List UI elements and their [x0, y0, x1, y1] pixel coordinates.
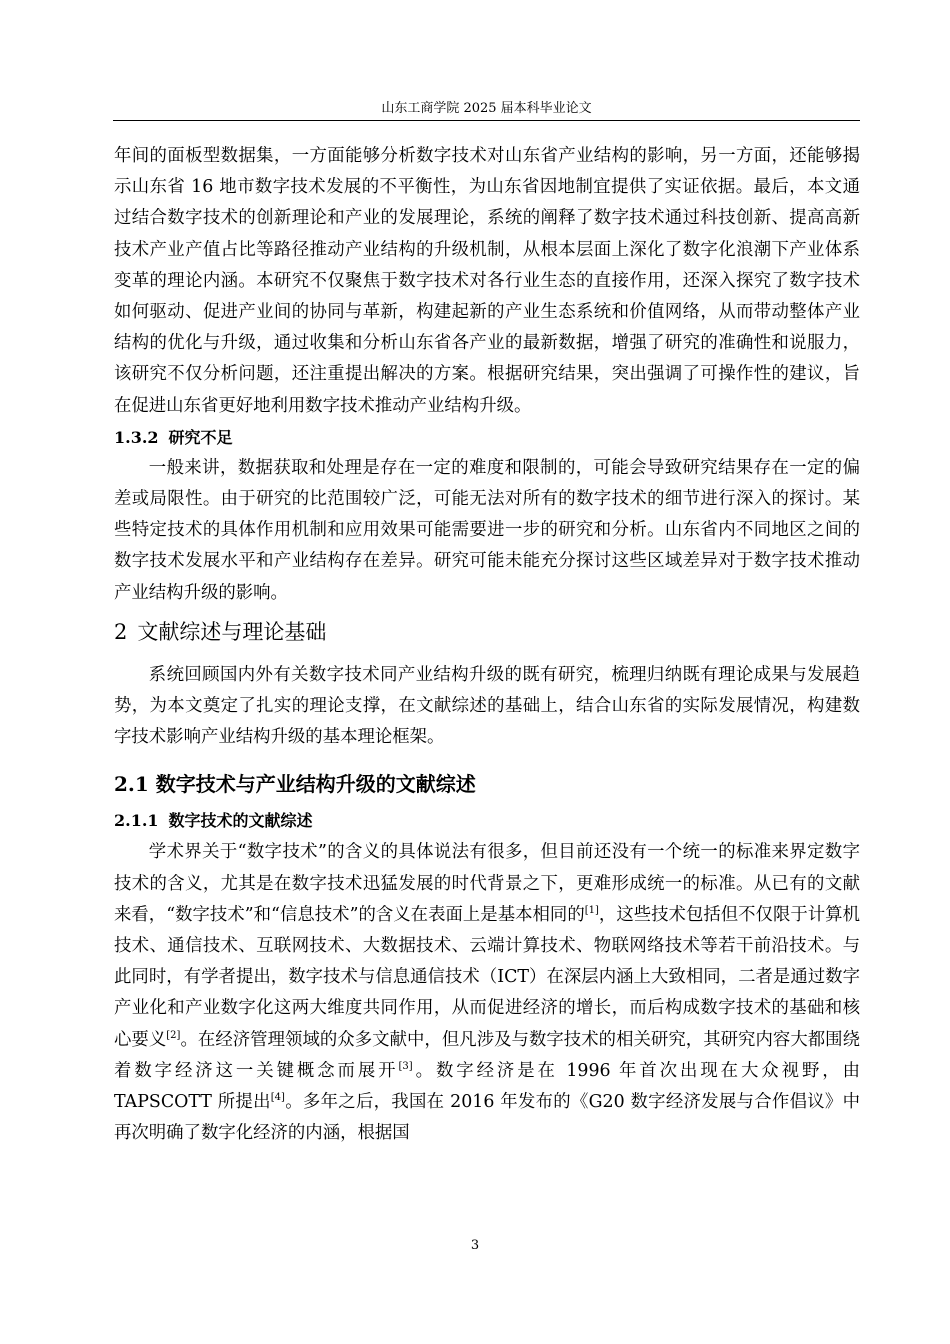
header-rule — [113, 120, 860, 121]
paragraph: 年间的面板型数据集，一方面能够分析数字技术对山东省产业结构的影响，另一方面，还能够揭示山东省 16 地市数字技术发展的不平衡性，为山东省因地制宜提供了实证依据。最后，本文通过结合数字技术的创新理论和产业的发展理论，系统的阐释了数字技术通过科技创新、提高高新技术产业产值占比等路径推动产业结构的升级机制，从根本层面上深化了数字化浪潮下产业体系变革的理论内涵。本研究不仅聚焦于数字技术对各行业生态的直接作用，还深入探究了数字技术如何驱动、促进产业间的协同与革新，构建起新的产业生态系统和价值网络，从而带动整体产业结构的优化与升级，通过收集和分析山东省各产业的最新数据，增强了研究的准确性和说服力，该研究不仅分析问题，还注重提出解决的方案。根据研究结果，突出强调了可操作性的建议，旨在促进山东省更好地利用数字技术推动产业结构升级。 — [114, 146, 860, 416]
section-heading-2-1: 2.1 数字技术与产业结构升级的文献综述 — [114, 772, 476, 797]
text-run: 。多年之后，我国在 2016 年发布的《G20 数字经济发展与合作倡议》中再次明确了数字化经济的内涵，根据国 — [114, 1092, 860, 1144]
citation-ref: [4] — [270, 1092, 285, 1104]
paragraph — [114, 837, 860, 1149]
chapter-title: 文献综述与理论基础 — [137, 619, 327, 644]
page-number: 3 — [470, 1238, 480, 1253]
text-run: 学术界关于“数字技术”的含义的具体说法有很多，但目前还没有一个统一的标准来界定数字技术的含义，尤其是在数字技术迅猛发展的时代背景之下，更难形成统一的标准。从已有的文献来看，“数字技术”和“信息技术”的含义在表面上是基本相同的 — [114, 842, 860, 925]
section-number: 1.3.2 — [114, 427, 159, 447]
section-title: 数字技术的文献综述 — [168, 811, 313, 831]
page-header: 山东工商学院 2025 届本科毕业论文 — [381, 101, 592, 116]
paragraph: 系统回顾国内外有关数字技术同产业结构升级的既有研究，梳理归纳既有理论成果与发展趋势，为本文奠定了扎实的理论支撑，在文献综述的基础上，结合山东省的实际发展情况，构建数字技术影响产业结构升级的基本理论框架。 — [114, 664, 860, 748]
text-run: 。在经济管理领域的众多文献中，但凡涉及与数字技术的相关研究，其研究内容大都围绕着数字经济这一关键概念而展开 — [114, 1029, 860, 1081]
paragraph: 一般来讲，数据获取和处理是存在一定的难度和限制的，可能会导致研究结果存在一定的偏差或局限性。由于研究的比范围较广泛，可能无法对所有的数字技术的细节进行深入的探讨。某些特定技术的具体作用机制和应用效果可能需要进一步的研究和分析。山东省内不同地区之间的数字技术发展水平和产业结构存在差异。研究可能未能充分探讨这些区域差异对于数字技术推动产业结构升级的影响。 — [114, 457, 860, 603]
section-number: 2.1.1 — [114, 811, 159, 831]
citation-ref: [2] — [166, 1029, 181, 1041]
chapter-heading-2 — [114, 617, 860, 647]
citation-ref: [3] — [398, 1060, 413, 1072]
section-title: 研究不足 — [168, 427, 233, 447]
section-heading-2-1-1 — [114, 807, 860, 835]
chapter-number: 2 — [114, 619, 128, 644]
text-run: ，这些技术包括但不仅限于计算机技术、通信技术、互联网技术、大数据技术、云端计算技术、物联网络技术等若干前沿技术。与此同时，有学者提出，数字技术与信息通信技术（ICT）在深层内涵上大致相同，二者是通过数字产业化和产业数字化这两大维度共同作用，从而促进经济的增长，而后构成数字技术的基础和核心要义 — [114, 904, 860, 1050]
section-heading-1-3-2 — [114, 422, 860, 453]
citation-ref: [1] — [584, 904, 599, 916]
page-body — [114, 141, 860, 1149]
text-run: 。数字经济是在 1996 年首次出现在大众视野，由 TAPSCOTT 所提出 — [114, 1060, 860, 1113]
